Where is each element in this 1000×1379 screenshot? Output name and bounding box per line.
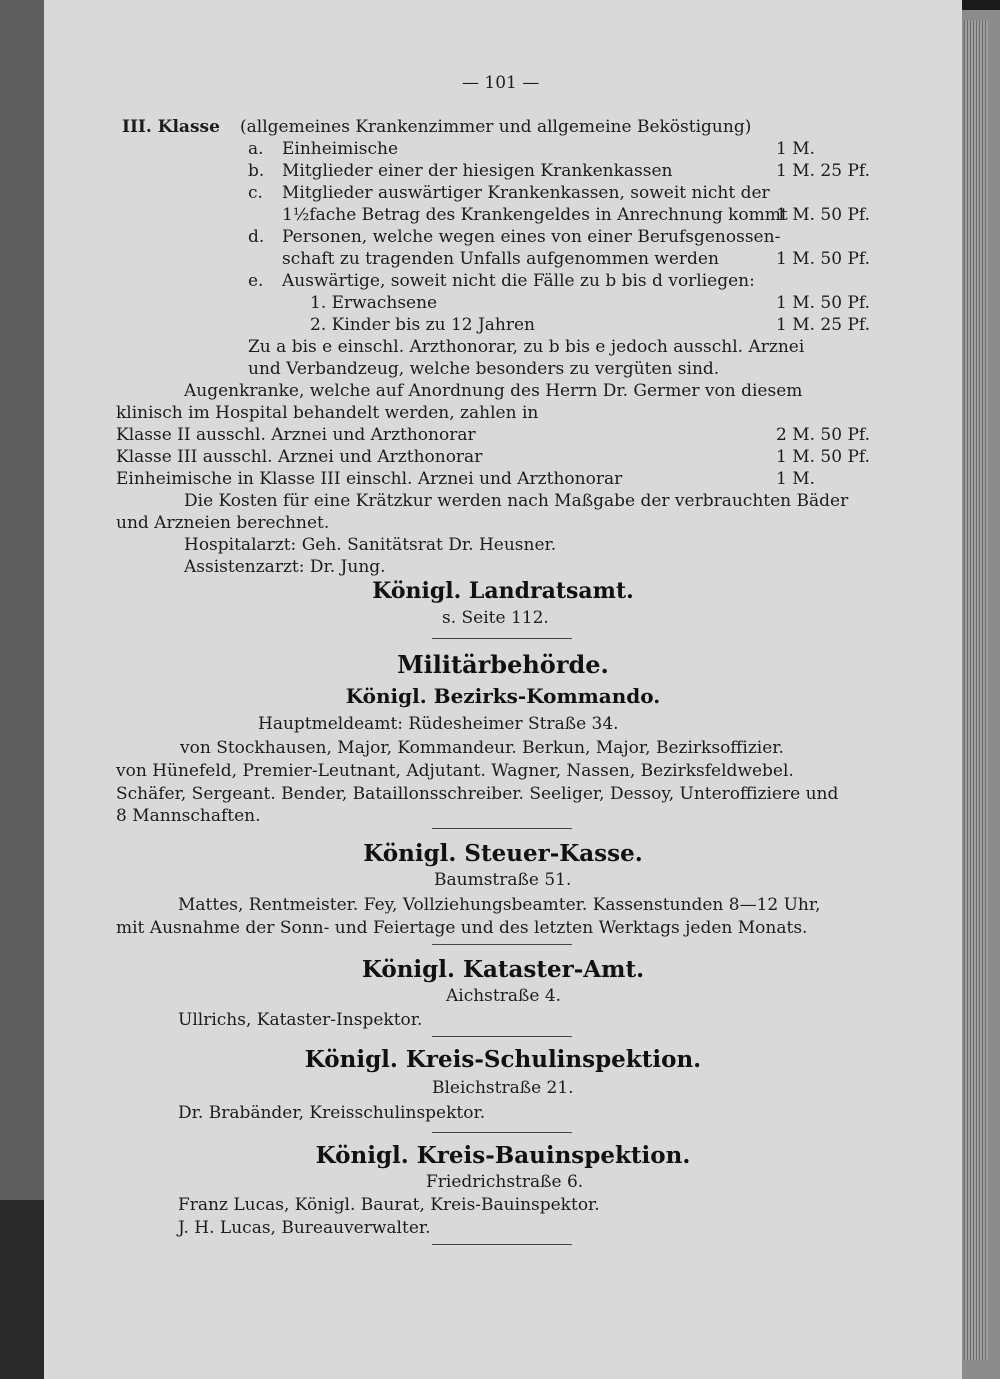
augenkranke-row-text: Klasse III ausschl. Arznei und Arzthonorar xyxy=(116,447,483,467)
klasse3-item-text: 2. Kinder bis zu 12 Jahren xyxy=(310,315,536,335)
steuerkasse-title: Königl. Steuer-Kasse. xyxy=(363,840,643,867)
klasse3-heading-label: III. Klasse xyxy=(122,117,220,137)
klasse3-note: Zu a bis e einschl. Arzthonorar, zu b bis e jedoch ausschl. Arznei xyxy=(248,337,805,357)
kataster-address: Aichstraße 4. xyxy=(446,986,562,1006)
klasse3-item-amount: 1 M. xyxy=(776,139,816,159)
militaer-line: von Hünefeld, Premier-Leutnant, Adjutant. Wagner, Nassen, Bezirksfeldwebel. xyxy=(116,761,794,781)
klasse3-item-letter: c. xyxy=(248,183,263,203)
steuerkasse-address: Baumstraße 51. xyxy=(434,870,572,890)
section-divider xyxy=(432,1036,572,1037)
militaer-subtitle: Königl. Bezirks-Kommando. xyxy=(345,684,661,708)
klasse3-item-amount: 1 M. 25 Pf. xyxy=(776,315,870,335)
militaer-line: von Stockhausen, Major, Kommandeur. Berkun, Major, Bezirksoffizier. xyxy=(180,738,784,758)
militaer-address: Hauptmeldeamt: Rüdesheimer Straße 34. xyxy=(258,714,619,734)
section-divider xyxy=(432,828,572,829)
section-divider xyxy=(432,1132,572,1133)
klasse3-item-text: schaft zu tragenden Unfalls aufgenommen werden xyxy=(282,249,719,269)
schulinspektion-line: Dr. Brabänder, Kreisschulinspektor. xyxy=(178,1103,486,1123)
augenkranke-row-text: Einheimische in Klasse III einschl. Arznei und Arzthonorar xyxy=(116,469,623,489)
section-divider xyxy=(432,638,572,639)
augenkranke-text: klinisch im Hospital behandelt werden, zahlen in xyxy=(116,403,539,423)
assistenzarzt: Assistenzarzt: Dr. Jung. xyxy=(184,557,386,577)
klasse3-item-amount: 1 M. 50 Pf. xyxy=(776,249,870,269)
militaer-line: Schäfer, Sergeant. Bender, Bataillonsschreiber. Seeliger, Dessoy, Unteroffiziere und xyxy=(116,784,839,804)
augenkranke-row-amount: 1 M. xyxy=(776,469,816,489)
page-stack-lines xyxy=(964,20,988,1360)
augenkranke-row-amount: 1 M. 50 Pf. xyxy=(776,447,870,467)
landratsamt-ref: s. Seite 112. xyxy=(442,608,549,628)
page-number: — 101 — xyxy=(462,73,540,93)
book-page xyxy=(44,0,962,1379)
augenkranke-row-text: Klasse II ausschl. Arznei und Arzthonorar xyxy=(116,425,476,445)
bauinspektion-address: Friedrichstraße 6. xyxy=(426,1172,584,1192)
hospitalarzt: Hospitalarzt: Geh. Sanitätsrat Dr. Heusner. xyxy=(184,535,557,555)
klasse3-item-text: 1. Erwachsene xyxy=(310,293,438,313)
klasse3-item-text: Personen, welche wegen eines von einer Berufsgenossen- xyxy=(282,227,781,247)
klasse3-item-amount: 1 M. 50 Pf. xyxy=(776,205,870,225)
kataster-title: Königl. Kataster-Amt. xyxy=(361,956,645,983)
schulinspektion-address: Bleichstraße 21. xyxy=(432,1078,574,1098)
augenkranke-text: Augenkranke, welche auf Anordnung des Herrn Dr. Germer von diesem xyxy=(184,381,803,401)
steuerkasse-line: Mattes, Rentmeister. Fey, Vollziehungsbeamter. Kassenstunden 8—12 Uhr, xyxy=(178,895,821,915)
militaer-line: 8 Mannschaften. xyxy=(116,806,261,826)
klasse3-item-letter: e. xyxy=(248,271,264,291)
left-page-shadow xyxy=(0,1200,44,1379)
klasse3-item-amount: 1 M. 50 Pf. xyxy=(776,293,870,313)
kraetzkur-text: und Arzneien berechnet. xyxy=(116,513,330,533)
klasse3-item-letter: d. xyxy=(248,227,265,247)
klasse3-heading-desc: (allgemeines Krankenzimmer und allgemeine Beköstigung) xyxy=(240,117,752,137)
section-divider xyxy=(432,1244,572,1245)
bauinspektion-line: Franz Lucas, Königl. Baurat, Kreis-Bauinspektor. xyxy=(178,1195,600,1215)
klasse3-item-text: Einheimische xyxy=(282,139,399,159)
klasse3-item-text: Mitglieder einer der hiesigen Krankenkassen xyxy=(282,161,673,181)
kraetzkur-text: Die Kosten für eine Krätzkur werden nach Maßgabe der verbrauchten Bäder xyxy=(184,491,849,511)
section-divider xyxy=(432,944,572,945)
militaer-title: Militärbehörde. xyxy=(397,650,609,679)
schulinspektion-title: Königl. Kreis-Schulinspektion. xyxy=(304,1046,702,1073)
steuerkasse-line: mit Ausnahme der Sonn- und Feiertage und des letzten Werktags jeden Monats. xyxy=(116,918,808,938)
augenkranke-row-amount: 2 M. 50 Pf. xyxy=(776,425,870,445)
klasse3-note: und Verbandzeug, welche besonders zu vergüten sind. xyxy=(248,359,720,379)
klasse3-item-text: 1½fache Betrag des Krankengeldes in Anrechnung kommt xyxy=(282,205,788,225)
kataster-line: Ullrichs, Kataster-Inspektor. xyxy=(178,1010,423,1030)
bauinspektion-title: Königl. Kreis-Bauinspektion. xyxy=(315,1142,691,1169)
left-page-edge xyxy=(0,0,44,1379)
landratsamt-title: Königl. Landratsamt. xyxy=(372,578,634,604)
bauinspektion-line: J. H. Lucas, Bureauverwalter. xyxy=(178,1218,431,1238)
klasse3-item-letter: a. xyxy=(248,139,264,159)
klasse3-item-text: Auswärtige, soweit nicht die Fälle zu b bis d vorliegen: xyxy=(282,271,755,291)
klasse3-item-amount: 1 M. 25 Pf. xyxy=(776,161,870,181)
klasse3-item-letter: b. xyxy=(248,161,265,181)
klasse3-item-text: Mitglieder auswärtiger Krankenkassen, soweit nicht der xyxy=(282,183,770,203)
